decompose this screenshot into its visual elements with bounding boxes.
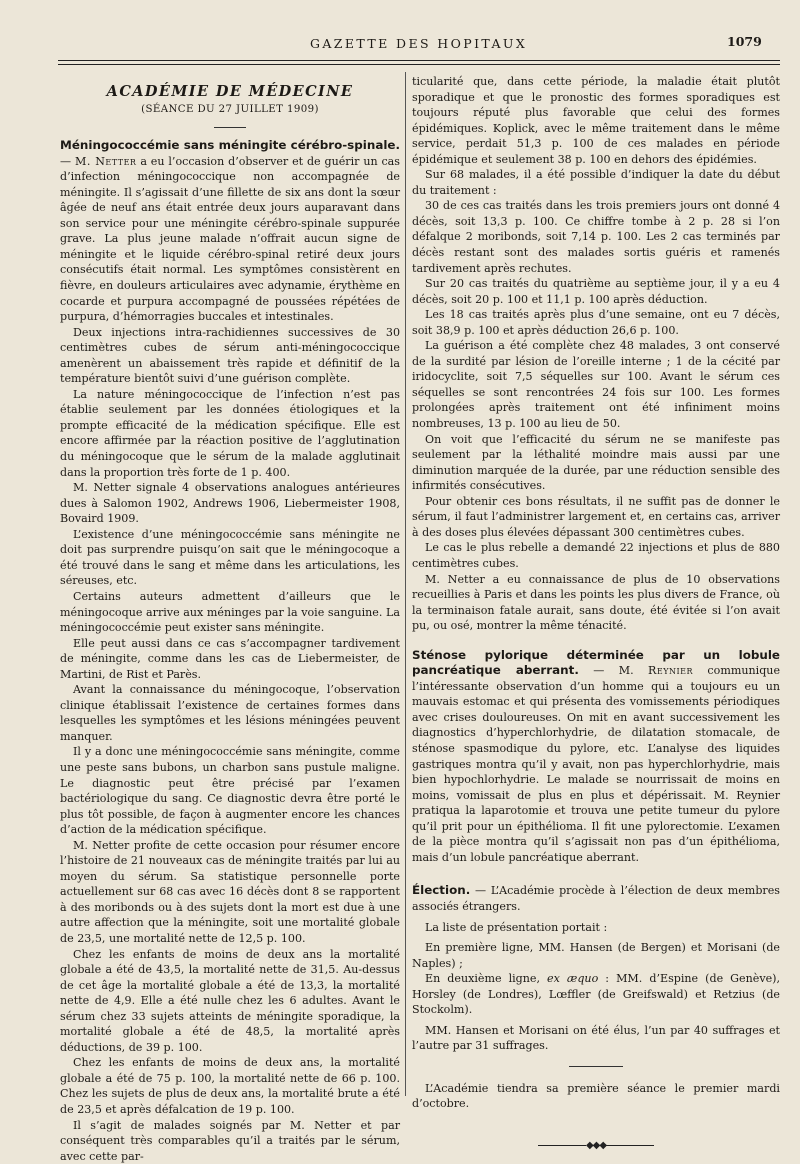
- page-number: 1079: [727, 34, 762, 49]
- column-divider: [405, 72, 406, 1096]
- paragraph-text: En deuxième ligne,: [425, 972, 548, 986]
- paragraph-text: a eu l’occasion d’observer et de guérir un cas d’infection méningococcique non accompagnée de méningite. Il s’agissait d’une fillette de six ans dont la sœur âgée de neuf ans était entrée deux jours auparavant dans son service pour une méningite cérébro-spinale suppurée grave. La plus jeune malade n’offrait aucun signe de méningite et le liquide cérébro-spinal retiré deux jours consécutifs était normal. Les symptômes consistèrent en fièvre, en douleurs articulaires avec adynamie, érythème en cocarde et purpura accompagné de poussées répétées de purpura, d’hémorragies buccales et intestinales.: [60, 154, 400, 324]
- paragraph: La liste de présentation portait :: [425, 921, 608, 935]
- section-subtitle: (SÉANCE DU 27 JUILLET 1909): [141, 103, 319, 115]
- paragraph: Il y a donc une méningococcémie sans méningite, comme une peste sans bubons, un charbon sans pustule maligne. Le diagnostic peut être précisé par l’examen bactériologique du sang. Ce diagnostic devra être porté le plus tôt possible, de façon à augmenter encore les chances d’action de la médication spécifique.: [60, 745, 400, 837]
- paragraph: Les 18 cas traités après plus d’une semaine, ont eu 7 décès, soit 38,9 p. 100 et après déduction 26,6 p. 100.: [412, 308, 780, 337]
- paragraph: Le cas le plus rebelle a demandé 22 injections et plus de 880 centimètres cubes.: [412, 541, 780, 570]
- paragraph: [412, 971, 780, 1018]
- paragraph: L’existence d’une méningococcémie sans méningite ne doit pas surprendre puisqu’on sait que le méningocoque a été trouvé dans le sang et même dans les articulations, les séreuses, etc.: [60, 527, 400, 588]
- paragraph: L’Académie tiendra sa première séance le premier mardi d’octobre.: [412, 1081, 780, 1111]
- paragraph: M. Netter profite de cette occasion pour résumer encore l’histoire de 21 nouveaux cas de méningite traités par lui au moyen du sérum. Sa statistique personnelle porte actuellement sur 68 cas avec 16 décès dont 8 se rapportent à des moribonds ou à des sujets dont la mort est due à une autre affection que la méningite, soit une mortalité globale de 23,5, une mortalité nette de 12,5 p. 100.: [60, 838, 400, 945]
- header-rule: [58, 60, 780, 61]
- paragraph: M. Netter a eu connaissance de plus de 10 observations recueillies à Paris et dans les points les plus divers de France, où la terminaison fatale aurait, sans doute, été évitée si l’on avait pu, ou osé, montrer la même ténacité.: [412, 572, 780, 633]
- paragraph: ticularité que, dans cette période, la maladie était plutôt sporadique et que le pronostic des formes sporadiques est toujours réputé plus favorable que celui des formes épidémiques. Koplick, avec le même traitement dans le même service, perdait 51,3 p. 100 de ces malades en période épidémique et seulement 38 p. 100 en dehors des épidémies.: [412, 75, 780, 166]
- paragraph: Deux injections intra-rachidiennes successives de 30 centimètres cubes de sérum anti-méningococcique amenèrent un abaissement très rapide et définitif de la température bientôt suivi d’une guérison complète.: [60, 325, 400, 386]
- paragraph: Sur 68 malades, il a été possible d’indiquer la date du début du traitement :: [412, 168, 780, 197]
- paragraph-text: — L’Académie procède à l’élection de deux membres associés étrangers.: [412, 884, 780, 913]
- paragraph: On voit que l’efficacité du sérum ne se manifeste pas seulement par la léthalité moindre mais aussi par une diminution marquée de la durée, par une réduction sensible des infirmités consécutives.: [412, 432, 780, 493]
- section-rule: [214, 127, 246, 128]
- author-name: Reynier: [648, 664, 694, 678]
- header-rule-double: [58, 64, 780, 65]
- paragraph: M. Netter signale 4 observations analogues antérieures dues à Salomon 1902, Andrews 1906, Liebermeister 1908, Bovaird 1909.: [60, 481, 400, 526]
- paragraph: Elle peut aussi dans ce cas s’accompagner tardivement de méningite, comme dans les cas de Liebermeister, de Martini, de Rist et Parès.: [60, 636, 400, 681]
- paragraph: [412, 883, 780, 914]
- paragraph-text: communique l’intéressante observation d’un homme qui a toujours eu un mauvais estomac et qui présenta des vomissements périodiques avec crises douloureuses. On mit en avant successivement les diagnostics d’hyperchlorhydrie, de dilatation stomacale, de sténose spasmodique du pylore, etc. L’analyse des liquides gastriques montra qu’il y avait, non pas hyperchlorhydrie, mais bien hypochlorhydrie. Le malade se nourrissait de moins en moins, vomissait de plus en plus et dépérissait. M. Reynier pratiqua la laparotomie et trouva une petite tumeur du pylore qu’il prit pour un épithélioma. Il fit une pylorectomie. L’examen de la pièce montra qu’il s’agissait non pas d’un épithélioma, mais d’un lobule pancréatique aberrant.: [412, 664, 781, 864]
- paragraph: 30 de ces cas traités dans les trois premiers jours ont donné 4 décès, soit 13,3 p. 100. Ce chiffre tombe à 2 p. 28 si l’on défalque 2 moribonds, soit 7,14 p. 100. Les 2 cas terminés par décès restant sont des malades sortis guéris et ramenés tardivement après rechutes.: [412, 199, 780, 275]
- paragraph: La nature méningococcique de l’infection n’est pas établie seulement par les données étiologiques et la prompte efficacité de la médication spécifique. Elle est encore affirmée par la réaction positive de l’agglutination du méningocoque que le sérum de la malade agglutinait dans la proportion très forte de 1 p. 400.: [60, 387, 400, 479]
- italic-text: ex æquo: [547, 972, 599, 986]
- paragraph: Avant la connaissance du méningocoque, l’observation clinique établissait l’existence de certaines formes dans lesquelles les symptômes et les lésions méningées peuvent manquer.: [60, 683, 400, 743]
- paragraph: En première ligne, MM. Hansen (de Bergen) et Morisani (de Naples) ;: [412, 940, 780, 970]
- heading-dash: —: [60, 154, 75, 168]
- paragraph: Chez les enfants de moins de deux ans la mortalité globale a été de 43,5, la mortalité nette de 31,5. Au-dessus de cet âge la mortalité globale a été de 13,3, la mortalité nette de 4,9. Elle a été nulle chez les 6 adultes. Avant le sérum chez 33 sujets atteints de méningite sporadique, la mortalité globale a été de 48,5, la mortalité après déductions, de 39 p. 100.: [60, 947, 400, 1054]
- paragraph: La guérison a été complète chez 48 malades, 3 ont conservé de la surdité par lésion de l’oreille interne ; 1 de la cécité par iridocyclite, soit 7,5 séquelles sur 100. Avant le sérum ces séquelles se sont rencontrées 24 fois sur 100. Les formes prolongées après traitement ont été infiniment moins nombreuses, 13 p. 100 au lieu de 50.: [412, 339, 780, 431]
- author-name: M. Netter: [74, 154, 137, 168]
- paragraph: [60, 138, 400, 325]
- right-column: [412, 74, 780, 1153]
- paragraph: Pour obtenir ces bons résultats, il ne suffit pas de donner le sérum, il faut l’administrer largement et, en certains cas, arriver à des doses plus élevées dépassant 300 centimètres cubes.: [412, 494, 780, 539]
- section-title: ACADÉMIE DE MÉDECINE: [106, 83, 354, 100]
- paragraph: MM. Hansen et Morisani on été élus, l’un par 40 suffrages et l’autre par 31 suffrages.: [412, 1023, 780, 1053]
- article-heading: Sténose pylorique déterminée par un lobule pancréatique aberrant.: [412, 647, 780, 678]
- left-column: [60, 74, 400, 1164]
- paragraph: Il s’agit de malades soignés par M. Netter et par conséquent très comparables qu’il a traités par le sérum, avec cette par-: [60, 1118, 400, 1163]
- paragraph-text: : MM. d’Espine (de Genève), Horsley (de Londres), Lœffler (de Greifswald) et Retzius (de Stockolm).: [412, 972, 781, 1017]
- heading-dash: — M.: [578, 664, 649, 678]
- paragraph: Chez les enfants de moins de deux ans, la mortalité globale a été de 75 p. 100, la mortalité nette de 66 p. 100. Chez les sujets de plus de deux ans, la mortalité brute a été de 23,5 et après défalcation de 19 p. 100.: [60, 1056, 400, 1116]
- article-heading: Méningococcémie sans méningite cérébro-spinale.: [60, 138, 400, 153]
- paragraph: Sur 20 cas traités du quatrième au septième jour, il y a eu 4 décès, soit 20 p. 100 et 11,1 p. 100 après déduction.: [412, 277, 780, 306]
- paragraph: Certains auteurs admettent d’ailleurs que le méningocoque arrive aux méninges par la voie sanguine. La méningococcémie peut exister sans méningite.: [60, 589, 400, 635]
- running-title: GAZETTE DES HOPITAUX: [310, 36, 528, 51]
- end-ornament: ◆◆◆: [412, 1138, 780, 1154]
- article-heading: Élection.: [412, 883, 471, 898]
- paragraph: [412, 648, 780, 866]
